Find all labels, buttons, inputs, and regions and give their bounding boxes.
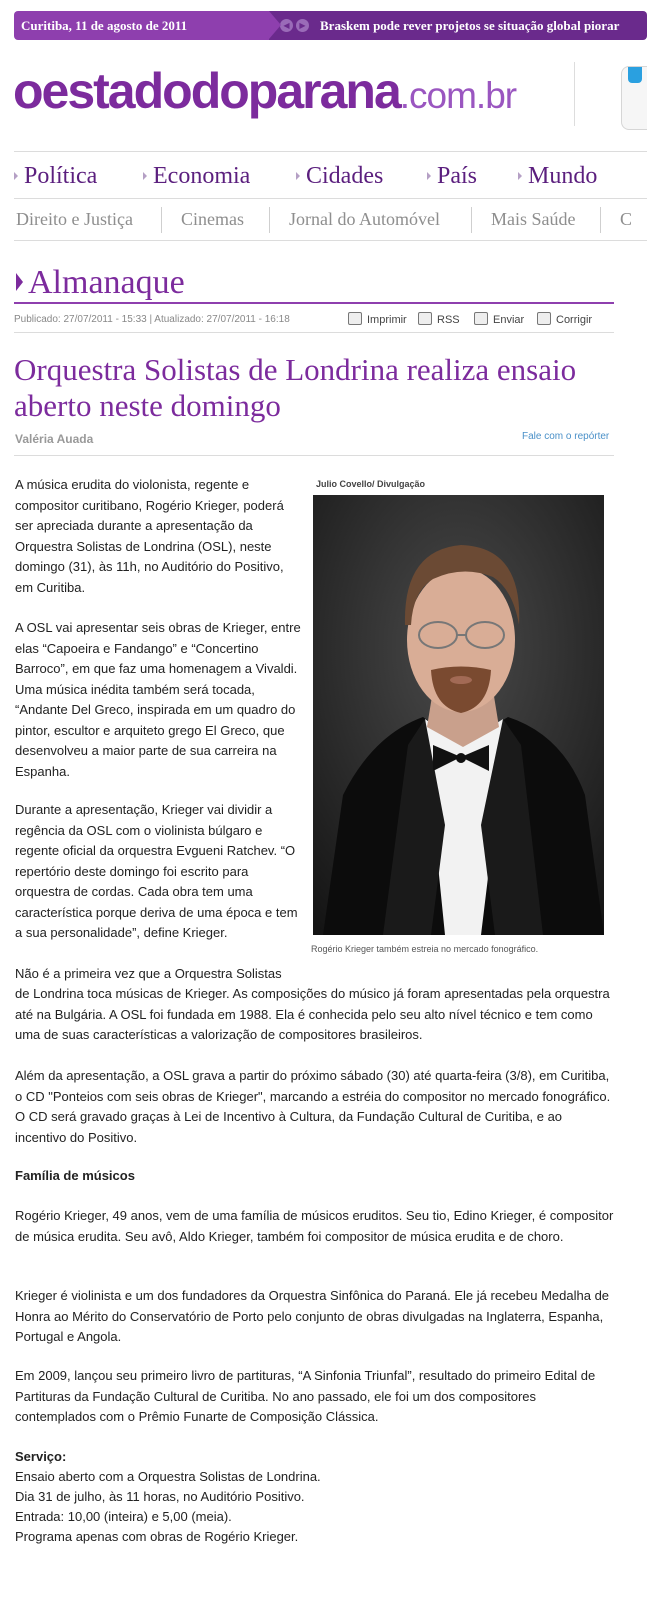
section-title[interactable]: Almanaque <box>28 264 185 301</box>
article-headline: Orquestra Solistas de Londrina realiza ensaio aberto neste domingo <box>14 352 577 423</box>
nav-separator <box>600 207 601 233</box>
service-line-1: Ensaio aberto com a Orquestra Solistas de Londrina. <box>15 1469 321 1484</box>
nav-bottom-divider <box>14 240 647 241</box>
paragraph-4-lead: Não é a primeira vez que a Orquestra Solistas <box>15 966 282 981</box>
paragraph-4: de Londrina toca músicas de Krieger. As composições do músico já foram apresentadas pela orquestra até na Bulgária. A OSL foi fundada em 1988. Ela é conhecida pelo seu alto nível técnico e tem como uma de suas características a valorização de compositores brasileiros. <box>15 986 610 1042</box>
paragraph-8: Em 2009, lançou seu primeiro livro de partituras, “A Sinfonia Triunfal”, resultado do primeiro Edital de Partituras da Fundação Cultural de Curitiba. No ano passado, ele foi um dos compositores contemplados com o Prêmio Funarte de Composição Clássica. <box>15 1368 596 1424</box>
nav-separator <box>269 207 270 233</box>
article-photo <box>313 495 604 935</box>
section-marker-icon <box>16 273 23 291</box>
site-logo[interactable] <box>13 62 516 120</box>
rss-label: RSS <box>437 314 460 326</box>
nav-item-pais[interactable]: País <box>437 160 477 192</box>
paragraph-6: Rogério Krieger, 49 anos, vem de uma família de músicos eruditos. Seu tio, Edino Krieger, é compositor de música erudita. Seu avô, Aldo Krieger, também foi compositor de música erudita e de choro. <box>15 1208 614 1244</box>
paragraph-2: A OSL vai apresentar seis obras de Krieger, entre elas “Capoeira e Fandango” e “Concertino Barroco”, em que faz uma homenagem a Vivaldi. Uma música inédita também será tocada, “Andante Del Greco, inspirada em um quadro do pintor, escultor e arquiteto grego El Greco, que desenvolveu a maior parte de sua carreira na Espanha. <box>15 620 301 779</box>
section-underline <box>14 302 614 304</box>
header-widget[interactable] <box>621 66 647 130</box>
logo-main: oestadodoparana <box>13 63 400 119</box>
subheading-servico: Serviço: <box>15 1449 67 1464</box>
secondary-nav <box>14 205 647 233</box>
paragraph-1: A música erudita do violonista, regente e compositor curitibano, Rogério Krieger, poderá ser apreciada durante a apresentação da Orquestra Solistas de Londrina (OSL), neste domingo (31), às 11h, no Auditório do Positivo, em Curitiba. <box>15 477 284 595</box>
contact-reporter-link[interactable]: Fale com o repórter <box>522 431 610 442</box>
nav-item-economia[interactable]: Economia <box>153 160 250 192</box>
photo-caption: Rogério Krieger também estreia no mercado fonográfico. <box>311 944 539 954</box>
current-date: Curitiba, 11 de agosto de 2011 <box>14 11 269 40</box>
logo-domain: .com.br <box>399 75 517 116</box>
service-line-3: Entrada: 10,00 (inteira) e 5,00 (meia). <box>15 1509 232 1524</box>
news-ticker[interactable] <box>264 11 647 40</box>
service-line-4: Programa apenas com obras de Rogério Krieger. <box>15 1529 299 1544</box>
article-author: Valéria Auada <box>15 432 94 446</box>
correct-icon <box>537 312 551 325</box>
top-bar <box>14 11 647 40</box>
primary-nav <box>14 160 647 192</box>
date-arrow <box>269 11 281 39</box>
service-line-2: Dia 31 de julho, às 11 horas, no Auditório Positivo. <box>15 1489 305 1504</box>
paragraph-7: Krieger é violinista e um dos fundadores da Orquestra Sinfônica do Paraná. Ele já recebeu Medalha de Honra ao Mérito do Conservatório de Porto pelo conjunto de obras divulgadas na Inglaterra, Espanha, Portugal e Angola. <box>15 1288 610 1344</box>
widget-tab <box>628 67 642 83</box>
chevron-right-icon[interactable]: ▶ <box>296 19 309 32</box>
nav-mid-divider <box>14 198 647 199</box>
nav-item-jornal-automovel[interactable]: Jornal do Automóvel <box>289 209 440 229</box>
nav-item-direito-justica[interactable]: Direito e Justiça <box>16 209 133 229</box>
rss-button[interactable] <box>418 310 460 330</box>
nav-separator <box>161 207 162 233</box>
byline-divider <box>14 455 614 456</box>
nav-separator <box>471 207 472 233</box>
print-label: Imprimir <box>367 314 407 326</box>
nav-top-divider <box>14 151 647 152</box>
nav-item-mais-saude[interactable]: Mais Saúde <box>491 209 576 229</box>
send-button[interactable] <box>474 310 524 330</box>
nav-item-politica[interactable]: Política <box>24 160 97 192</box>
correct-button[interactable] <box>537 310 592 330</box>
nav-item-mundo[interactable]: Mundo <box>528 160 597 192</box>
rss-icon <box>418 312 432 325</box>
section-header <box>14 263 614 303</box>
header-divider <box>574 62 575 126</box>
ticker-headline[interactable]: Braskem pode rever projetos se situação global piorar <box>320 18 620 33</box>
correct-label: Corrigir <box>556 314 593 326</box>
nav-item-cut[interactable]: C <box>620 209 633 229</box>
paragraph-5: Além da apresentação, a OSL grava a partir do próximo sábado (30) até quarta-feira (3/8), em Curitiba, o CD "Ponteios com seis obras de Krieger", marcando a estréia do compositor no mercado fonográfico. O CD será gravado graças à Lei de Incentivo à Cultura, da Fundação Cultural de Curitiba, e ao incentivo do Positivo. <box>15 1068 611 1145</box>
paragraph-3: Durante a apresentação, Krieger vai dividir a regência da OSL com o violinista búlgaro e regente oficial da orquestra Evgueni Ratchev. “O repertório deste domingo foi escrito para orquestra de cordas. Cada obra tem uma característica porque deriva de uma época e tem a sua personalidade”, define Krieger. <box>15 802 298 940</box>
chevron-left-icon[interactable]: ◀ <box>280 19 293 32</box>
nav-item-cidades[interactable]: Cidades <box>306 160 383 192</box>
photo-credit: Julio Covello/ Divulgação <box>316 479 426 489</box>
nav-item-cinemas[interactable]: Cinemas <box>181 209 244 229</box>
print-button[interactable] <box>348 310 407 330</box>
meta-divider <box>14 332 614 333</box>
subheading-familia: Família de músicos <box>15 1168 135 1183</box>
printer-icon <box>348 312 362 325</box>
send-label: Enviar <box>493 314 525 326</box>
publish-dates: Publicado: 27/07/2011 - 15:33 | Atualizado: 27/07/2011 - 16:18 <box>14 314 290 325</box>
send-icon <box>474 312 488 325</box>
article-meta <box>14 310 614 332</box>
